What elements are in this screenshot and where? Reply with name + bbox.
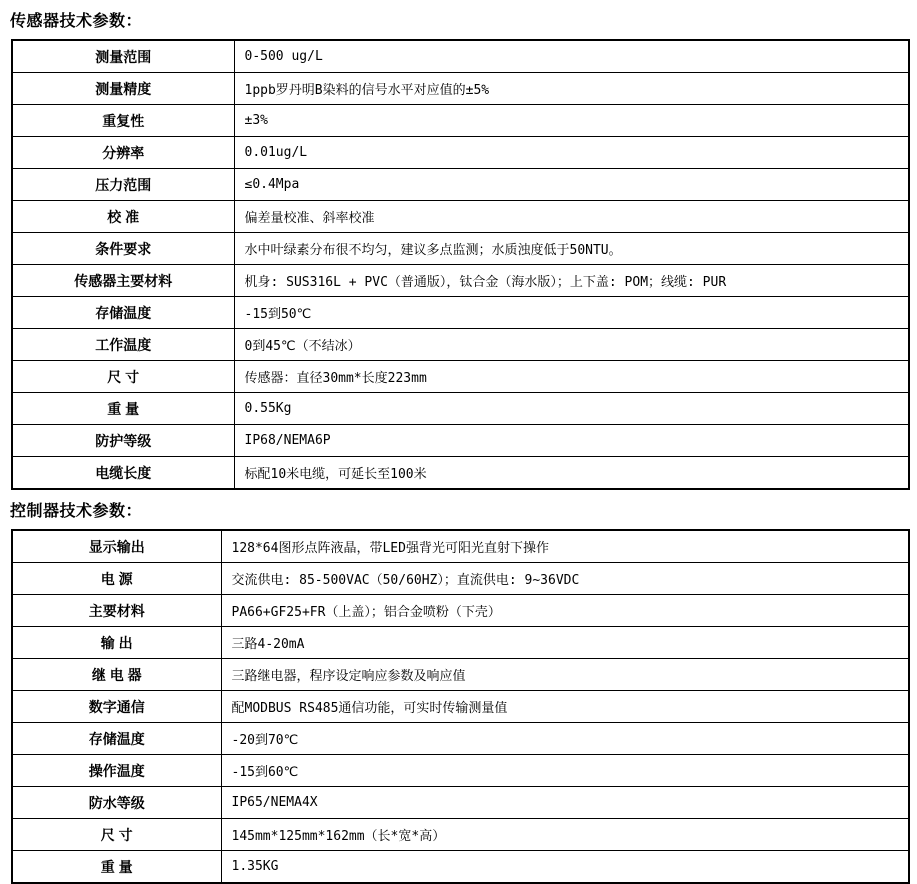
param-label: 测量范围 xyxy=(12,40,234,73)
param-value: 0-500 ug/L xyxy=(234,40,909,73)
table-row xyxy=(12,851,909,884)
param-value: 交流供电: 85-500VAC（50/60HZ）；直流供电: 9~36VDC xyxy=(221,563,909,595)
param-label: 操作温度 xyxy=(12,755,221,787)
table-row xyxy=(12,659,909,691)
param-label: 电 源 xyxy=(12,563,221,595)
table-row xyxy=(12,297,909,329)
table-row xyxy=(12,361,909,393)
param-label: 防水等级 xyxy=(12,787,221,819)
table-row xyxy=(12,105,909,137)
controller-parameters-table xyxy=(11,529,910,884)
param-value: 1ppb罗丹明B染料的信号水平对应值的±5% xyxy=(234,73,909,105)
param-label: 主要材料 xyxy=(12,595,221,627)
table-row xyxy=(12,169,909,201)
table-row xyxy=(12,233,909,265)
param-label: 尺 寸 xyxy=(12,361,234,393)
sensor-parameters-table xyxy=(11,39,910,490)
param-label: 输 出 xyxy=(12,627,221,659)
param-value: 三路4-20mA xyxy=(221,627,909,659)
param-label: 尺 寸 xyxy=(12,819,221,851)
param-value: -15到50℃ xyxy=(234,297,909,329)
table-row xyxy=(12,691,909,723)
param-label: 重 量 xyxy=(12,851,221,884)
table-row xyxy=(12,201,909,233)
param-label: 电缆长度 xyxy=(12,457,234,490)
param-value: IP68/NEMA6P xyxy=(234,425,909,457)
param-value: 128*64图形点阵液晶，带LED强背光可阳光直射下操作 xyxy=(221,530,909,563)
param-value: 145mm*125mm*162mm（长*宽*高） xyxy=(221,819,909,851)
param-label: 显示输出 xyxy=(12,530,221,563)
table-row xyxy=(12,723,909,755)
param-value: 标配10米电缆，可延长至100米 xyxy=(234,457,909,490)
table-row xyxy=(12,73,909,105)
table-row xyxy=(12,137,909,169)
table-row xyxy=(12,457,909,490)
param-label: 数字通信 xyxy=(12,691,221,723)
param-label: 校 准 xyxy=(12,201,234,233)
sensor-section-title: 传感器技术参数： xyxy=(10,13,143,30)
param-value: 水中叶绿素分布很不均匀，建议多点监测；水质浊度低于50NTU。 xyxy=(234,233,909,265)
param-label: 传感器主要材料 xyxy=(12,265,234,297)
param-label: 重复性 xyxy=(12,105,234,137)
param-value: -15到60℃ xyxy=(221,755,909,787)
table-row xyxy=(12,787,909,819)
param-label: 存储温度 xyxy=(12,297,234,329)
table-row xyxy=(12,755,909,787)
param-value: 传感器：直径30mm*长度223mm xyxy=(234,361,909,393)
param-value: ≤0.4Mpa xyxy=(234,169,909,201)
param-value: ±3% xyxy=(234,105,909,137)
param-value: 0到45℃（不结冰） xyxy=(234,329,909,361)
param-label: 继 电 器 xyxy=(12,659,221,691)
table-row xyxy=(12,265,909,297)
param-label: 条件要求 xyxy=(12,233,234,265)
param-value: 配MODBUS RS485通信功能，可实时传输测量值 xyxy=(221,691,909,723)
param-label: 压力范围 xyxy=(12,169,234,201)
table-row xyxy=(12,425,909,457)
table-row xyxy=(12,819,909,851)
table-row xyxy=(12,329,909,361)
param-value: 机身: SUS316L + PVC（普通版），钛合金（海水版）；上下盖: POM；线缆: PUR xyxy=(234,265,909,297)
table-row xyxy=(12,393,909,425)
controller-section-title: 控制器技术参数： xyxy=(10,503,143,520)
param-value: 0.55Kg xyxy=(234,393,909,425)
param-label: 测量精度 xyxy=(12,73,234,105)
param-value: 偏差量校准、斜率校准 xyxy=(234,201,909,233)
table-row xyxy=(12,530,909,563)
param-value: PA66+GF25+FR（上盖）；铝合金喷粉（下壳） xyxy=(221,595,909,627)
param-label: 防护等级 xyxy=(12,425,234,457)
param-label: 分辨率 xyxy=(12,137,234,169)
table-row xyxy=(12,627,909,659)
table-row xyxy=(12,595,909,627)
table-row xyxy=(12,40,909,73)
param-value: -20到70℃ xyxy=(221,723,909,755)
param-label: 工作温度 xyxy=(12,329,234,361)
param-value: 三路继电器，程序设定响应参数及响应值 xyxy=(221,659,909,691)
param-value: 1.35KG xyxy=(221,851,909,884)
param-label: 重 量 xyxy=(12,393,234,425)
param-value: 0.01ug/L xyxy=(234,137,909,169)
table-row xyxy=(12,563,909,595)
param-label: 存储温度 xyxy=(12,723,221,755)
param-value: IP65/NEMA4X xyxy=(221,787,909,819)
